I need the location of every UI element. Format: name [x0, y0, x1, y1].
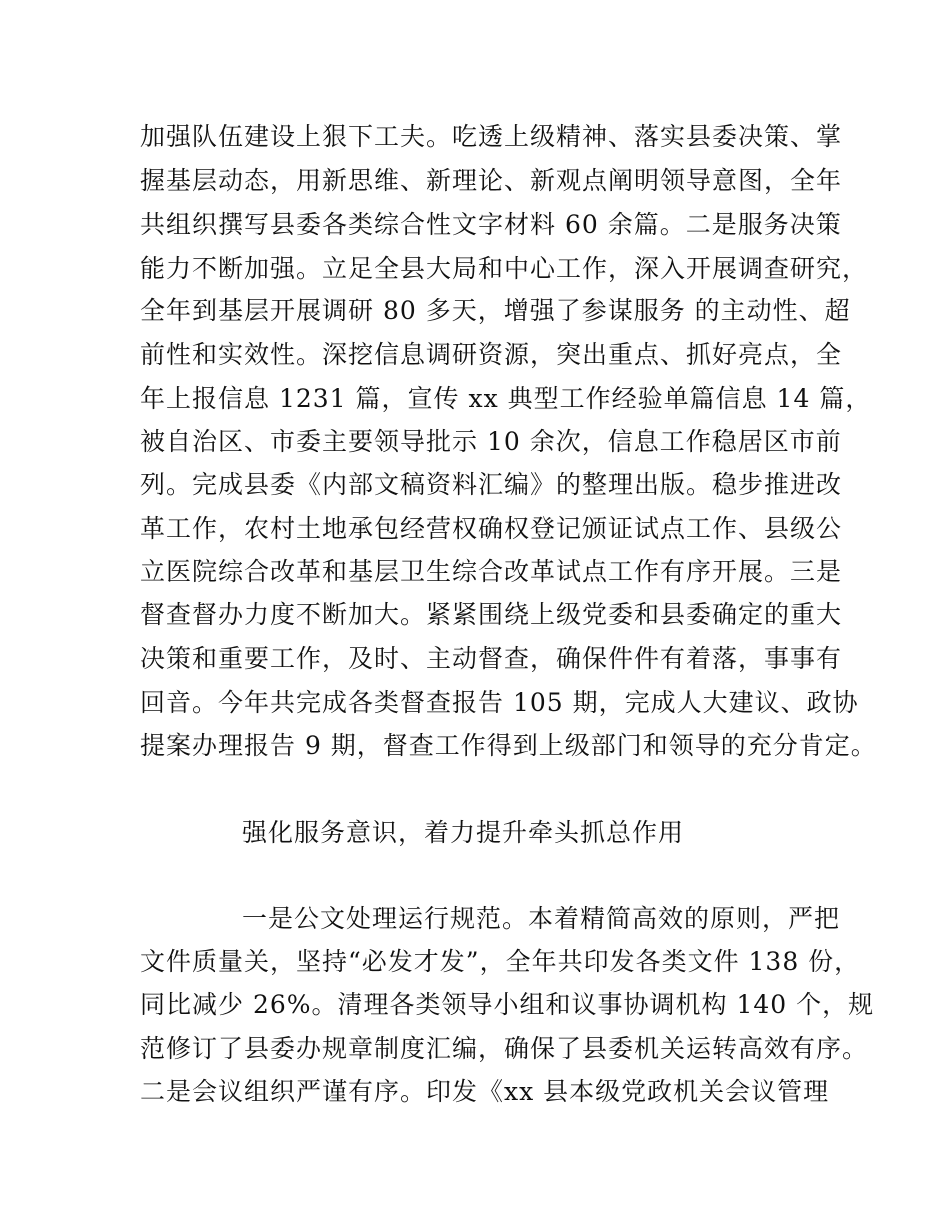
paragraph-1-line-12: 督查督办力度不断加大。紧紧围绕上级党委和县委确定的重大	[140, 600, 843, 629]
section-heading: 强化服务意识，着力提升牵头抓总作用	[242, 818, 685, 847]
paragraph-1-line-8: 被自治区、市委主要领导批示 10 余次，信息工作稳居区市前	[140, 427, 842, 456]
paragraph-1-line-11: 立医院综合改革和基层卫生综合改革试点工作有序开展。三是	[140, 557, 843, 586]
paragraph-1-line-7: 年上报信息 1231 篇，宣传 xx 典型工作经验单篇信息 14 篇，	[140, 384, 872, 413]
paragraph-1-line-5: 全年到基层开展调研 80 多天，增强了参谋服务 的主动性、超	[140, 296, 851, 325]
paragraph-1-line-4: 能力不断加强。立足全县大局和中心工作，深入开展调查研究，	[140, 254, 869, 283]
paragraph-2-line-3: 同比减少 26%。清理各类领导小组和议事协调机构 140 个，规	[140, 990, 875, 1019]
paragraph-2-line-2: 文件质量关，坚持“必发才发”，全年共印发各类文件 138 份，	[140, 947, 861, 976]
paragraph-1-line-9: 列。完成县委《内部文稿资料汇编》的整理出版。稳步推进改	[140, 470, 843, 499]
paragraph-1-line-3: 共组织撰写县委各类综合性文字材料 60 余篇。二是服务决策	[140, 210, 842, 239]
paragraph-1-line-6: 前性和实效性。深挖信息调研资源，突出重点、抓好亮点，全	[140, 340, 843, 369]
paragraph-2-line-1: 一是公文处理运行规范。本着精简高效的原则，严把	[242, 904, 841, 933]
paragraph-1-line-2: 握基层动态，用新思维、新理论、新观点阐明领导意图，全年	[140, 166, 843, 195]
paragraph-1-line-10: 革工作，农村土地承包经营权确权登记颁证试点工作、县级公	[140, 514, 843, 543]
paragraph-2-line-5: 二是会议组织严谨有序。印发《xx 县本级党政机关会议管理	[140, 1077, 830, 1106]
paragraph-1-line-13: 决策和重要工作，及时、主动督查，确保件件有着落，事事有	[140, 644, 843, 673]
paragraph-1-line-15: 提案办理报告 9 期，督查工作得到上级部门和领导的充分肯定。	[140, 731, 877, 760]
paragraph-1-line-1: 加强队伍建设上狠下工夫。吃透上级精神、落实县委决策、掌	[140, 122, 843, 151]
paragraph-2-line-4: 范修订了县委办规章制度汇编，确保了县委机关运转高效有序。	[140, 1034, 869, 1063]
paragraph-1-line-14: 回音。今年共完成各类督查报告 105 期，完成人大建议、政协	[140, 688, 859, 717]
